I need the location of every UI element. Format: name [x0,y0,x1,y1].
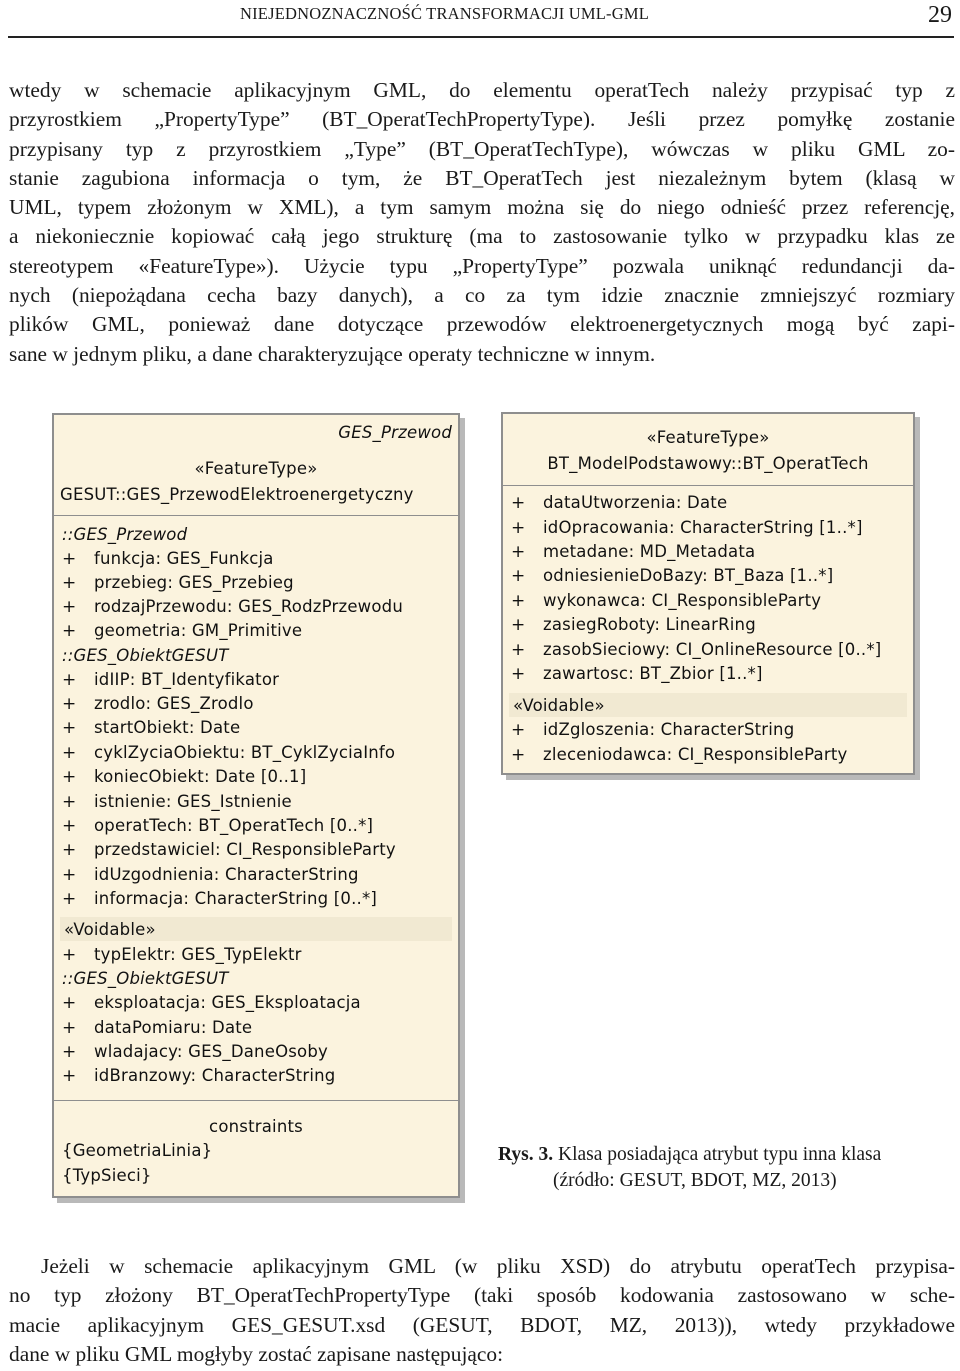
uml-visibility-public: + [62,1066,77,1086]
paragraph-line: wtedy w schemacie aplikacyjnym GML, do elementu operatTech należy przypisać typ z [9,78,955,102]
uml-visibility-public: + [62,767,77,787]
uml-constraints-title: constraints [209,1117,303,1136]
uml-attribute: startObiekt: Date [94,718,241,737]
uml-visibility-public: + [62,621,77,641]
uml-attribute: idIIP: BT_Identyfikator [94,670,280,689]
uml-class-name: BT_ModelPodstawowy::BT_OperatTech [547,454,869,473]
paragraph-line: stanie zagubiona informacja o tym, że BT_OperatTech jest niezależnym bytem (klasą w [9,165,955,190]
paragraph-line: przyrostkiem „PropertyType” (BT_OperatTechPropertyType). Jeśli przez pomyłkę zostanie [9,107,955,132]
uml-visibility-public: + [511,664,526,684]
header-rule [8,36,954,38]
uml-voidable-stereotype: «Voidable» [513,696,605,715]
uml-attribute: funkcja: GES_Funkcja [94,549,274,568]
uml-separator [54,1100,458,1101]
uml-group-label: ::GES_Przewod [62,525,188,544]
uml-visibility-public: + [511,566,526,586]
uml-visibility-public: + [62,993,77,1013]
uml-separator [503,485,913,486]
paragraph-line: plików GML, ponieważ dane dotyczące przewodów elektroenergetycznych mogą być zapi- [9,312,955,337]
uml-visibility-public: + [62,694,77,714]
page-header [0,0,960,40]
uml-visibility-public: + [511,720,526,740]
uml-attribute: operatTech: BT_OperatTech [0..*] [94,816,374,835]
uml-attribute: typElektr: GES_TypElektr [94,945,302,964]
uml-italic-title: GES_Przewod [338,423,452,442]
uml-visibility-public: + [511,745,526,765]
uml-attribute: wladajacy: GES_DaneOsoby [94,1042,328,1061]
caption-line-1: Klasa posiadająca atrybut typu inna klasa [558,1144,882,1165]
figure-caption [498,1142,938,1194]
uml-attribute: zasiegRoboty: LinearRing [543,615,756,634]
uml-constraint: {GeometriaLinia} [62,1141,213,1160]
uml-visibility-public: + [511,493,526,513]
uml-group-label: ::GES_ObiektGESUT [62,646,229,665]
uml-visibility-public: + [511,640,526,660]
body-paragraph-2 [9,1252,955,1369]
uml-attribute: rodzajPrzewodu: GES_RodzPrzewodu [94,597,403,616]
uml-attribute: przebieg: GES_Przebieg [94,573,294,592]
paragraph-line: no typ złożony BT_OperatTechPropertyType (taki sposób kodowania zastosowano w sche- [9,1283,955,1308]
uml-class-ges-przewod [52,413,460,1198]
uml-visibility-public: + [62,792,77,812]
uml-visibility-public: + [511,615,526,635]
running-title: NIEJEDNOZNACZNOŚĆ TRANSFORMACJI UML-GML [240,4,650,23]
uml-attribute: zrodlo: GES_Zrodlo [94,694,254,713]
uml-visibility-public: + [62,840,77,860]
paragraph-line: nych (niepożądana cecha bazy danych), a co za tym idzie znacznie zmniejszyć rozmiary [9,283,955,308]
uml-attribute: geometria: GM_Primitive [94,621,303,640]
uml-group-label: ::GES_ObiektGESUT [62,969,229,988]
page-number: 29 [928,2,952,28]
uml-visibility-public: + [511,518,526,538]
uml-attribute: zawartosc: BT_Zbior [1..*] [543,664,763,683]
uml-attribute: zleceniodawca: CI_ResponsibleParty [543,745,848,764]
uml-attribute: istnienie: GES_Istnienie [94,792,292,811]
uml-attribute: koniecObiekt: Date [0..1] [94,767,307,786]
uml-attribute: eksploatacja: GES_Eksploatacja [94,993,361,1012]
uml-visibility-public: + [62,743,77,763]
uml-visibility-public: + [62,670,77,690]
paragraph-line: a niekoniecznie kopiować całą jego strukturę (ma to zastosowanie tylko w przypadku klas ze [9,224,955,249]
paragraph-line: stereotypem «FeatureType»). Użycie typu „PropertyType” pozwala uniknąć redundancji da- [9,253,955,278]
uml-visibility-public: + [62,549,77,569]
uml-attribute: dataUtworzenia: Date [543,493,728,512]
caption-line-2: (źródło: GESUT, BDOT, MZ, 2013) [553,1170,837,1191]
uml-attribute: przedstawiciel: CI_ResponsibleParty [94,840,396,859]
figure-label: Rys. 3. [498,1144,554,1165]
uml-attribute: odniesienieDoBazy: BT_Baza [1..*] [543,566,834,585]
uml-visibility-public: + [62,718,77,738]
uml-class-bt-operattech [501,412,915,775]
uml-attribute: informacja: CharacterString [0..*] [94,889,378,908]
uml-visibility-public: + [62,945,77,965]
uml-stereotype: «FeatureType» [194,459,318,478]
uml-attribute: idOpracowania: CharacterString [1..*] [543,518,863,537]
uml-visibility-public: + [62,889,77,909]
uml-attribute: dataPomiaru: Date [94,1018,253,1037]
uml-constraint: {TypSieci} [62,1166,152,1185]
uml-visibility-public: + [62,865,77,885]
paragraph-line: Jeżeli w schemacie aplikacyjnym GML (w pliku XSD) do atrybutu operatTech przypisa- [41,1254,955,1278]
uml-visibility-public: + [62,1018,77,1038]
uml-attribute: idUzgodnienia: CharacterString [94,865,359,884]
uml-visibility-public: + [62,816,77,836]
paragraph-line: sane w jednym pliku, a dane charakteryzujące operaty techniczne w innym. [9,341,656,366]
uml-attribute: wykonawca: CI_ResponsibleParty [543,591,822,610]
uml-separator [54,515,458,516]
uml-attribute: metadane: MD_Metadata [543,542,756,561]
uml-attribute: idBranzowy: CharacterString [94,1066,336,1085]
uml-visibility-public: + [62,1042,77,1062]
paragraph-line: UML, typem złożonym w XML), a tym samym można się do niego odnieść przez referencję, [9,195,955,220]
uml-visibility-public: + [62,573,77,593]
uml-class-name: GESUT::GES_PrzewodElektroenergetyczny [60,485,414,504]
uml-visibility-public: + [62,597,77,617]
uml-attribute: zasobSieciowy: CI_OnlineResource [0..*] [543,640,882,659]
paragraph-line: przypisany typ z przyrostkiem „Type” (BT_OperatTechType), wówczas w pliku GML zo- [9,136,955,161]
uml-voidable-stereotype: «Voidable» [64,920,156,939]
paragraph-line: macie aplikacyjnym GES_GESUT.xsd (GESUT, BDOT, MZ, 2013)), wtedy przykładowe [9,1312,955,1337]
uml-attribute: idZgloszenia: CharacterString [543,720,795,739]
paragraph-line: dane w pliku GML mogłyby zostać zapisane następująco: [9,1341,504,1366]
uml-attribute: cyklZyciaObiektu: BT_CyklZyciaInfo [94,743,396,762]
body-paragraph-1 [9,76,955,369]
uml-visibility-public: + [511,542,526,562]
uml-stereotype: «FeatureType» [646,428,770,447]
uml-visibility-public: + [511,591,526,611]
